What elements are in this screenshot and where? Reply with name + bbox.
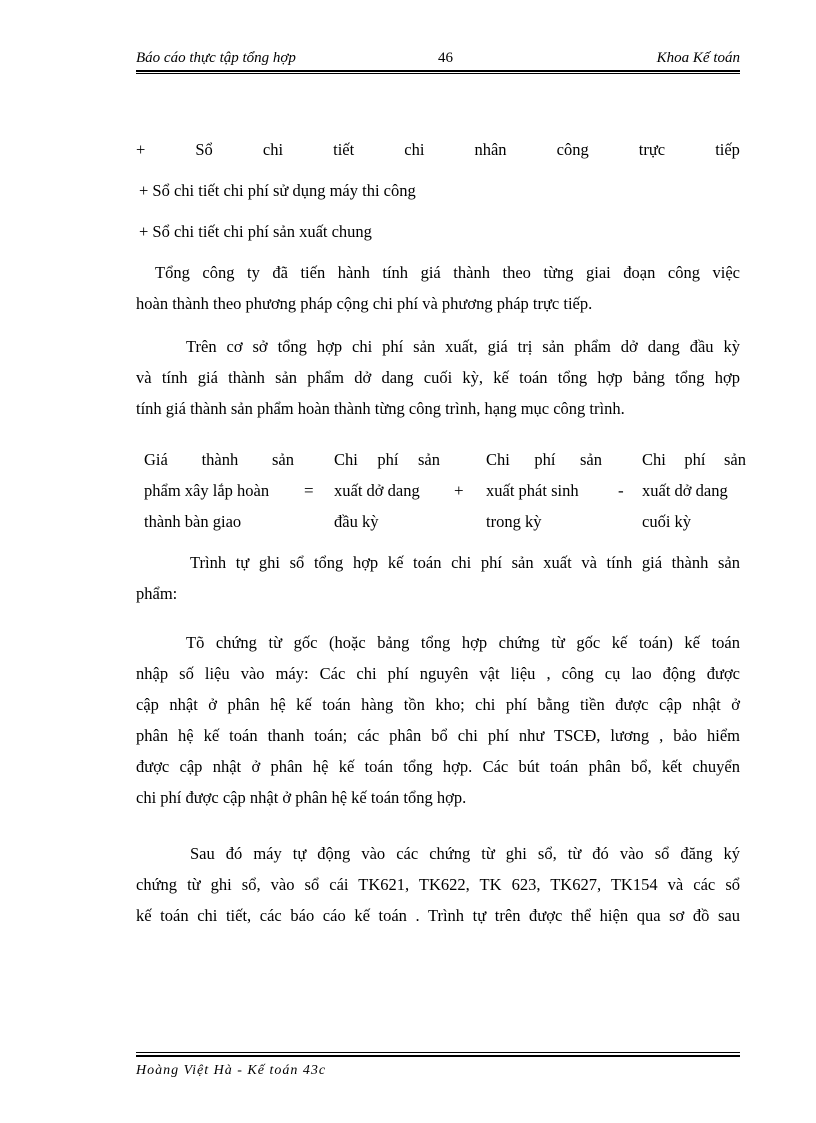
formula-word: sản — [580, 450, 602, 469]
formula-word: phí — [534, 450, 556, 469]
list-item-spread — [136, 140, 740, 168]
page-header — [136, 48, 740, 70]
paragraph-line: hoàn thành theo phương pháp cộng chi phí và phương pháp trực tiếp. — [136, 294, 593, 313]
list-word: công — [556, 140, 589, 159]
paragraph-line: Trên cơ sở tổng hợp chi phí sản xuất, giá trị sản phẩm dở dang đầu kỳ — [186, 337, 740, 356]
list-item: + Sổ chi tiết chi phí sử dụng máy thi công — [139, 181, 416, 200]
paragraph — [136, 547, 740, 609]
formula-word: phí — [684, 450, 706, 469]
header-department: Khoa Kế toán — [656, 50, 740, 66]
paragraph-line: được cập nhật ở phân hệ kế toán tổng hợp. Các bút toán phân bổ, kết chuyển — [136, 757, 740, 776]
header-title: Báo cáo thực tập tổng hợp — [136, 50, 296, 66]
formula-term-finished-cost — [144, 444, 294, 537]
formula-term-period-cost — [486, 444, 602, 537]
formula-word: sản — [272, 450, 294, 469]
formula-word: xuất dở dang — [642, 481, 728, 500]
paragraph-line: kế toán chi tiết, các báo cáo kế toán . Trình tự trên được thể hiện qua sơ đồ sau — [136, 906, 740, 925]
formula-word: xuất dở dang — [334, 481, 420, 500]
header-rule-thin — [136, 73, 740, 74]
plus-operator: + — [454, 481, 464, 500]
formula-term-opening-wip — [334, 444, 440, 537]
formula-word: Chi — [334, 450, 358, 469]
formula-word: Giá — [144, 450, 168, 469]
list-word: chi — [404, 140, 425, 159]
paragraph — [136, 331, 740, 424]
paragraph-line: chứng từ ghi sổ, vào sổ cái TK621, TK622, TK 623, TK627, TK154 và các sổ — [136, 875, 740, 894]
footer-rule-thin — [136, 1052, 740, 1053]
formula-word: phẩm xây lắp hoàn — [144, 481, 270, 500]
formula-word: thành bàn giao — [144, 512, 242, 531]
formula-word: sản — [418, 450, 440, 469]
formula-word: xuất phát sinh — [486, 481, 579, 500]
header-rule-thick — [136, 70, 740, 72]
paragraph-line: và tính giá thành sản phẩm dở dang cuối kỳ, kế toán tổng hợp bảng tổng hợp — [136, 368, 740, 387]
formula-word: cuối kỳ — [642, 512, 692, 531]
equals-operator: = — [304, 481, 314, 500]
list-word: chi — [262, 140, 284, 159]
paragraph-line: Tõ chứng từ gốc (hoặc bảng tổng hợp chứng từ gốc kế toán) kế toán — [186, 633, 740, 652]
paragraph-line: cập nhật ở phân hệ kế toán hàng tồn kho; chi phí bằng tiền được cập nhật ở — [136, 695, 740, 714]
list-word: + — [136, 140, 146, 159]
paragraph-line: phẩm: — [136, 584, 178, 603]
list-word: nhân — [474, 140, 507, 159]
list-word: tiết — [333, 140, 355, 159]
list-word: Sổ — [195, 140, 213, 159]
footer-rule-thick — [136, 1055, 740, 1057]
paragraph-line: Trình tự ghi sổ tổng hợp kế toán chi phí sản xuất và tính giá thành sản — [190, 553, 740, 572]
paragraph — [136, 838, 740, 931]
paragraph-line: tính giá thành sản phẩm hoàn thành từng công trình, hạng mục công trình. — [136, 399, 625, 418]
list-word: tiếp — [715, 140, 740, 159]
formula-word: Chi — [642, 450, 666, 469]
paragraph-line: phân hệ kế toán thanh toán; các phân bổ chi phí như TSCĐ, lương , bảo hiểm — [136, 726, 740, 745]
paragraph-line: Tổng công ty đã tiến hành tính giá thành theo từng giai đoạn công việc — [155, 263, 740, 282]
paragraph — [136, 257, 740, 319]
formula-word: thành — [201, 450, 239, 469]
formula-word: sản — [724, 450, 746, 469]
formula-term-closing-wip — [642, 444, 746, 537]
formula-word: phí — [377, 450, 399, 469]
paragraph-line: chi phí được cập nhật ở phân hệ kế toán tổng hợp. — [136, 788, 467, 807]
minus-operator: - — [618, 481, 624, 500]
paragraph — [136, 627, 740, 813]
paragraph-line: Sau đó máy tự động vào các chứng từ ghi sổ, từ đó vào sổ đăng ký — [190, 844, 740, 863]
formula-word: trong kỳ — [486, 512, 542, 531]
formula-word: Chi — [486, 450, 510, 469]
formula-word: đầu kỳ — [334, 512, 379, 531]
list-item: + Sổ chi tiết chi phí sản xuất chung — [139, 222, 372, 241]
page-number: 46 — [438, 50, 453, 66]
list-word: trực — [638, 140, 666, 159]
footer-author: Hoàng Việt Hà - Kế toán 43c — [136, 1063, 327, 1078]
paragraph-line: nhập số liệu vào máy: Các chi phí nguyên vật liệu , công cụ lao động được — [136, 664, 740, 683]
